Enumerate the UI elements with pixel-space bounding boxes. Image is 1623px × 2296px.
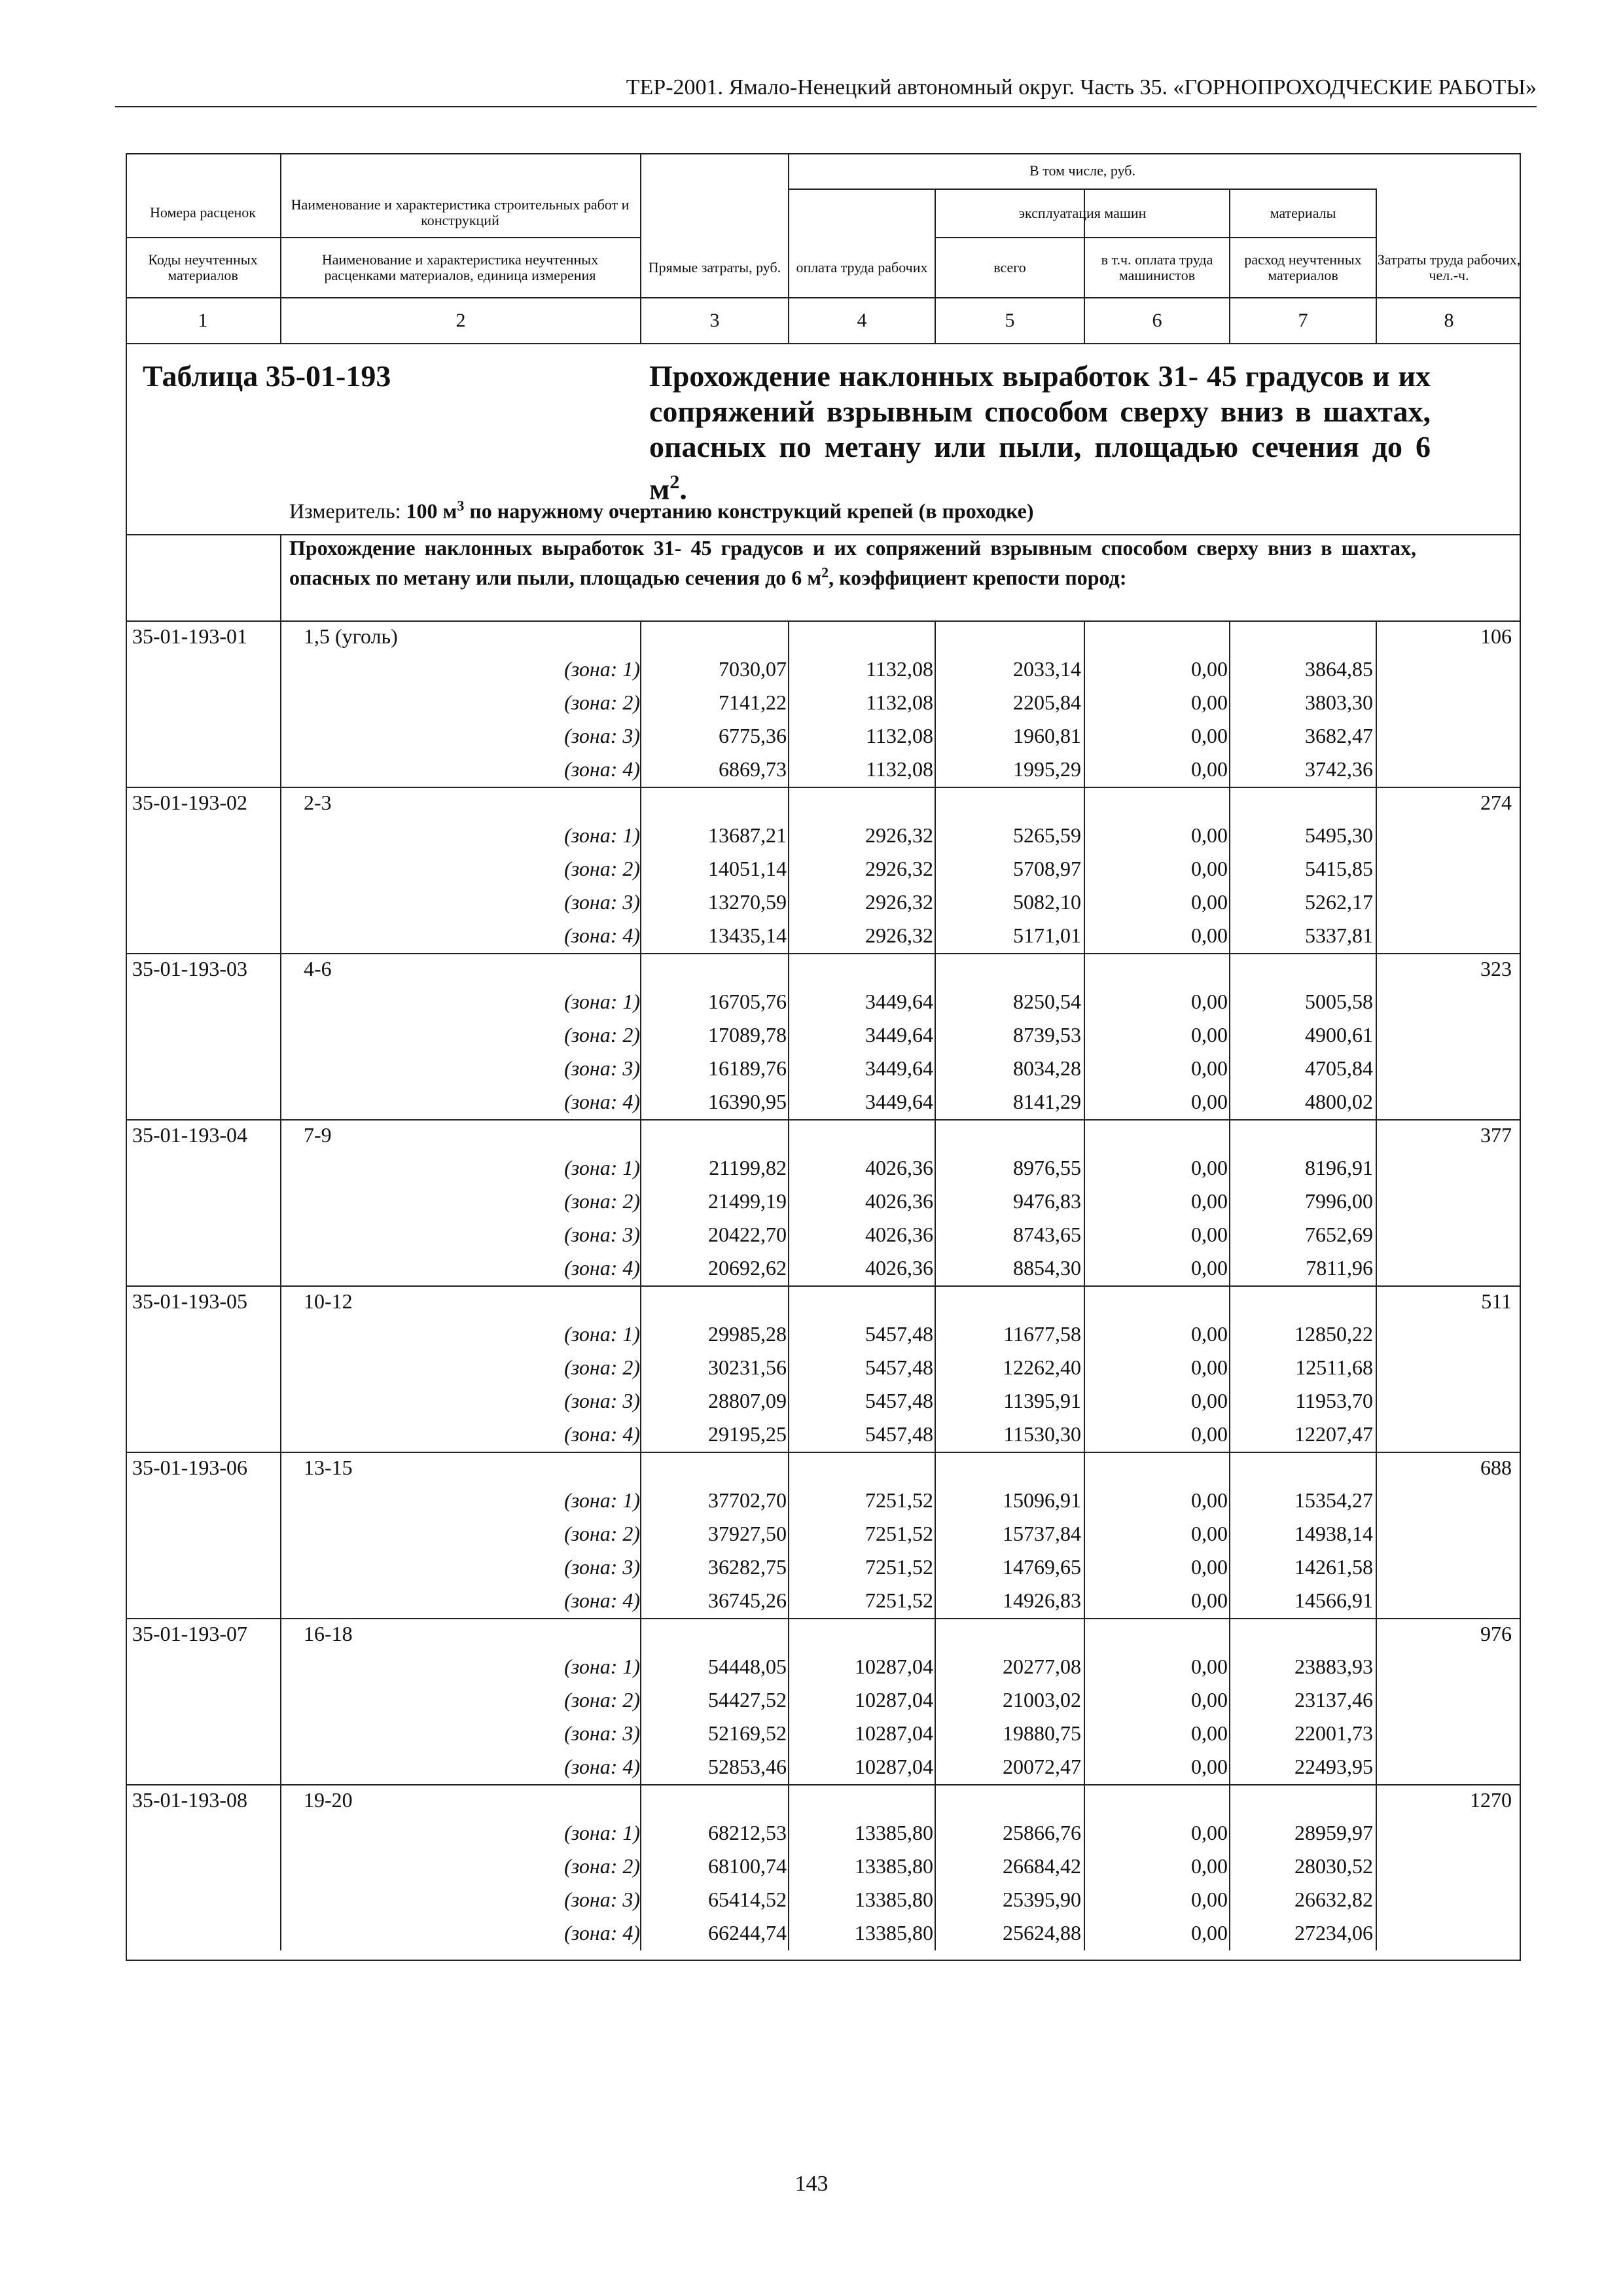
table-row	[126, 1020, 1521, 1054]
machines-cost: 14769,65	[1003, 1555, 1081, 1579]
machines-cost: 8141,29	[1013, 1090, 1081, 1113]
machines-cost: 5708,97	[1013, 857, 1081, 880]
direct-cost: 17089,78	[708, 1023, 787, 1047]
table-row	[126, 821, 1521, 854]
col-number: 8	[1444, 310, 1454, 331]
col-labor-header: Затраты труда рабочих, чел.-ч.	[1377, 251, 1521, 283]
direct-cost: 36745,26	[708, 1588, 787, 1612]
table-row	[126, 1386, 1521, 1420]
table-row	[126, 854, 1521, 888]
machines-cost: 8976,55	[1013, 1156, 1081, 1179]
col-number: 5	[1005, 310, 1015, 331]
col-including-header: В том числе, руб.	[1029, 162, 1135, 179]
table-row	[126, 721, 1521, 755]
machine-wages-cost: 0,00	[1191, 1223, 1228, 1246]
materials-cost: 12207,47	[1294, 1422, 1373, 1446]
zone-label: (зона: 1)	[564, 1156, 640, 1179]
machine-wages-cost: 0,00	[1191, 1189, 1228, 1213]
col-number: 1	[198, 310, 208, 331]
materials-cost: 23883,93	[1294, 1655, 1373, 1678]
wages-cost: 2926,32	[865, 823, 933, 847]
direct-cost: 13435,14	[708, 924, 787, 947]
materials-cost: 23137,46	[1294, 1688, 1373, 1712]
table-row	[126, 1486, 1521, 1519]
machine-wages-cost: 0,00	[1191, 1422, 1228, 1446]
table-row	[126, 755, 1521, 788]
zone-label: (зона: 3)	[564, 1389, 640, 1412]
materials-cost: 28030,52	[1294, 1854, 1373, 1878]
running-header	[115, 73, 1537, 107]
table-row	[126, 1153, 1521, 1187]
materials-cost: 4900,61	[1305, 1023, 1373, 1047]
machines-cost: 20072,47	[1003, 1755, 1081, 1778]
direct-cost: 52853,46	[708, 1755, 787, 1778]
rate-code: 35-01-193-05	[132, 1289, 247, 1313]
wages-cost: 7251,52	[865, 1522, 933, 1545]
table-row	[126, 1719, 1521, 1752]
machines-cost: 5082,10	[1013, 890, 1081, 914]
wages-cost: 5457,48	[865, 1322, 933, 1346]
table-label: Таблица 35-01-193	[143, 359, 391, 393]
rate-name: 19-20	[304, 1788, 353, 1812]
direct-cost: 16390,95	[708, 1090, 787, 1113]
table-row	[126, 1652, 1521, 1685]
zone-label: (зона: 3)	[564, 1555, 640, 1579]
machines-cost: 25866,76	[1003, 1821, 1081, 1844]
machine-wages-cost: 0,00	[1191, 1389, 1228, 1412]
rate-group	[126, 1784, 1521, 1950]
zone-label: (зона: 3)	[564, 1721, 640, 1745]
col-number: 2	[455, 310, 466, 331]
machine-wages-cost: 0,00	[1191, 1821, 1228, 1844]
wages-cost: 7251,52	[865, 1488, 933, 1512]
materials-cost: 3742,36	[1305, 757, 1373, 781]
zone-label: (зона: 3)	[564, 1888, 640, 1911]
machine-wages-cost: 0,00	[1191, 757, 1228, 781]
rate-group	[126, 1285, 1521, 1452]
zone-label: (зона: 4)	[564, 1422, 640, 1446]
wages-cost: 10287,04	[855, 1655, 933, 1678]
machines-cost: 8743,65	[1013, 1223, 1081, 1246]
machine-wages-cost: 0,00	[1191, 1655, 1228, 1678]
table-row	[126, 1054, 1521, 1087]
col-machines-header: эксплуатация машин	[1018, 205, 1147, 221]
direct-cost: 68212,53	[708, 1821, 787, 1844]
zone-label: (зона: 3)	[564, 890, 640, 914]
direct-cost: 37927,50	[708, 1522, 787, 1545]
col-code-header: Номера расценок	[150, 204, 256, 221]
machine-wages-cost: 0,00	[1191, 1921, 1228, 1945]
rate-name: 4-6	[304, 957, 332, 980]
machine-wages-cost: 0,00	[1191, 857, 1228, 880]
wages-cost: 3449,64	[865, 1090, 933, 1113]
col-materials-sub-header: расход неучтенных материалов	[1244, 251, 1362, 283]
rate-group	[126, 953, 1521, 1119]
direct-cost: 7030,07	[719, 657, 787, 681]
materials-cost: 22001,73	[1294, 1721, 1373, 1745]
materials-cost: 3803,30	[1305, 691, 1373, 714]
wages-cost: 10287,04	[855, 1755, 933, 1778]
table-row	[126, 1818, 1521, 1852]
machines-cost: 11530,30	[1003, 1422, 1081, 1446]
machine-wages-cost: 0,00	[1191, 1090, 1228, 1113]
materials-cost: 5337,81	[1305, 924, 1373, 947]
materials-cost: 5415,85	[1305, 857, 1373, 880]
wages-cost: 7251,52	[865, 1555, 933, 1579]
direct-cost: 21199,82	[709, 1156, 787, 1179]
col-code-sub-header: Коды неучтенных материалов	[148, 251, 258, 283]
zone-label: (зона: 1)	[564, 1488, 640, 1512]
labor-cost: 323	[1480, 957, 1512, 980]
zone-label: (зона: 4)	[564, 924, 640, 947]
machine-wages-cost: 0,00	[1191, 1854, 1228, 1878]
labor-cost: 688	[1480, 1456, 1512, 1479]
machines-cost: 15737,84	[1003, 1522, 1081, 1545]
direct-cost: 14051,14	[708, 857, 787, 880]
materials-cost: 14261,58	[1294, 1555, 1373, 1579]
col-machines-total-header: всего	[993, 259, 1026, 276]
zone-label: (зона: 3)	[564, 1056, 640, 1080]
zone-label: (зона: 2)	[564, 1023, 640, 1047]
machines-cost: 8854,30	[1013, 1256, 1081, 1280]
materials-cost: 12850,22	[1294, 1322, 1373, 1346]
materials-cost: 27234,06	[1294, 1921, 1373, 1945]
machine-wages-cost: 0,00	[1191, 1688, 1228, 1712]
machines-cost: 1960,81	[1013, 724, 1081, 747]
direct-cost: 37702,70	[708, 1488, 787, 1512]
machines-cost: 11395,91	[1003, 1389, 1081, 1412]
machine-wages-cost: 0,00	[1191, 1555, 1228, 1579]
rate-code: 35-01-193-04	[132, 1123, 247, 1147]
machine-wages-cost: 0,00	[1191, 1888, 1228, 1911]
machine-wages-cost: 0,00	[1191, 1256, 1228, 1280]
table-row	[126, 987, 1521, 1020]
wages-cost: 7251,52	[865, 1588, 933, 1612]
machines-cost: 25624,88	[1003, 1921, 1081, 1945]
machine-wages-cost: 0,00	[1191, 1156, 1228, 1179]
wages-cost: 2926,32	[865, 924, 933, 947]
materials-cost: 15354,27	[1294, 1488, 1373, 1512]
table-row	[126, 688, 1521, 721]
wages-cost: 2926,32	[865, 857, 933, 880]
table-row	[126, 1420, 1521, 1453]
wages-cost: 1132,08	[866, 724, 933, 747]
machines-cost: 5265,59	[1013, 823, 1081, 847]
col-number: 3	[709, 310, 720, 331]
col-name-sub-header: Наименование и характеристика неучтенных расценками материалов, единица измерения	[321, 251, 599, 283]
table-row	[126, 1685, 1521, 1719]
col-direct-header: Прямые затраты, руб.	[648, 259, 781, 276]
zone-label: (зона: 2)	[564, 1854, 640, 1878]
table-row	[126, 1353, 1521, 1386]
wages-cost: 5457,48	[865, 1389, 933, 1412]
materials-cost: 26632,82	[1294, 1888, 1373, 1911]
zone-label: (зона: 2)	[564, 1189, 640, 1213]
machine-wages-cost: 0,00	[1191, 1755, 1228, 1778]
table-row	[126, 1253, 1521, 1287]
zone-label: (зона: 1)	[564, 1322, 640, 1346]
direct-cost: 28807,09	[708, 1389, 787, 1412]
page-number: 143	[794, 2172, 829, 2196]
col-wages-header: оплата труда рабочих	[796, 259, 928, 276]
machine-wages-cost: 0,00	[1191, 1056, 1228, 1080]
direct-cost: 52169,52	[708, 1721, 787, 1745]
rate-group	[126, 787, 1521, 953]
machine-wages-cost: 0,00	[1191, 1522, 1228, 1545]
wages-cost: 1132,08	[866, 691, 933, 714]
machines-cost: 1995,29	[1013, 757, 1081, 781]
table-row	[126, 1918, 1521, 1952]
rate-code: 35-01-193-01	[132, 624, 247, 648]
machines-cost: 14926,83	[1003, 1588, 1081, 1612]
zone-label: (зона: 2)	[564, 1522, 640, 1545]
wages-cost: 13385,80	[855, 1854, 933, 1878]
rate-code: 35-01-193-03	[132, 957, 247, 980]
wages-cost: 4026,36	[865, 1189, 933, 1213]
wages-cost: 4026,36	[865, 1223, 933, 1246]
rate-name: 2-3	[304, 791, 332, 814]
wages-cost: 2926,32	[865, 890, 933, 914]
table-row	[126, 1087, 1521, 1121]
rate-group	[126, 1452, 1521, 1618]
wages-cost: 1132,08	[866, 757, 933, 781]
machine-wages-cost: 0,00	[1191, 1322, 1228, 1346]
table-row	[126, 1552, 1521, 1586]
zone-label: (зона: 1)	[564, 1655, 640, 1678]
direct-cost: 20422,70	[708, 1223, 787, 1246]
wages-cost: 4026,36	[865, 1256, 933, 1280]
table-row	[126, 1885, 1521, 1918]
zone-label: (зона: 4)	[564, 1256, 640, 1280]
materials-cost: 5262,17	[1305, 890, 1373, 914]
machine-wages-cost: 0,00	[1191, 990, 1228, 1013]
direct-cost: 54448,05	[708, 1655, 787, 1678]
materials-cost: 11953,70	[1295, 1389, 1373, 1412]
rate-group	[126, 620, 1521, 787]
direct-cost: 65414,52	[708, 1888, 787, 1911]
direct-cost: 29985,28	[708, 1322, 787, 1346]
direct-cost: 68100,74	[708, 1854, 787, 1878]
table-row	[126, 1752, 1521, 1785]
machines-cost: 12262,40	[1003, 1355, 1081, 1379]
zone-label: (зона: 4)	[564, 1090, 640, 1113]
machines-cost: 21003,02	[1003, 1688, 1081, 1712]
wages-cost: 13385,80	[855, 1921, 933, 1945]
materials-cost: 7811,96	[1306, 1256, 1373, 1280]
rate-code: 35-01-193-07	[132, 1622, 247, 1645]
machines-cost: 11677,58	[1003, 1322, 1081, 1346]
machine-wages-cost: 0,00	[1191, 890, 1228, 914]
machine-wages-cost: 0,00	[1191, 924, 1228, 947]
machine-wages-cost: 0,00	[1191, 1488, 1228, 1512]
labor-cost: 274	[1480, 791, 1512, 814]
col-number: 7	[1298, 310, 1308, 331]
machine-wages-cost: 0,00	[1191, 823, 1228, 847]
rate-code: 35-01-193-08	[132, 1788, 247, 1812]
materials-cost: 7996,00	[1305, 1189, 1373, 1213]
section-divider-vertical	[280, 534, 281, 620]
rate-name: 1,5 (уголь)	[304, 624, 398, 648]
direct-cost: 30231,56	[708, 1355, 787, 1379]
machines-cost: 2033,14	[1013, 657, 1081, 681]
wages-cost: 5457,48	[865, 1422, 933, 1446]
rate-code: 35-01-193-06	[132, 1456, 247, 1479]
machine-wages-cost: 0,00	[1191, 657, 1228, 681]
table-row	[126, 1519, 1521, 1552]
machine-wages-cost: 0,00	[1191, 1588, 1228, 1612]
machines-cost: 5171,01	[1013, 924, 1081, 947]
measure-unit: Измеритель: 100 $м^3$ по наружному очертанию конструкций крепей (в проходке)	[289, 497, 1034, 523]
direct-cost: 66244,74	[708, 1921, 787, 1945]
col-name-header: Наименование и характеристика строительных работ и конструкций	[291, 196, 630, 228]
machines-cost: 9476,83	[1013, 1189, 1081, 1213]
rate-rows	[126, 620, 1521, 1950]
direct-cost: 6775,36	[719, 724, 787, 747]
wages-cost: 10287,04	[855, 1721, 933, 1745]
table-header	[126, 153, 1521, 344]
zone-label: (зона: 1)	[564, 990, 640, 1013]
table-row	[126, 1319, 1521, 1353]
rate-group	[126, 1119, 1521, 1285]
rate-code: 35-01-193-02	[132, 791, 247, 814]
zone-label: (зона: 4)	[564, 1755, 640, 1778]
materials-cost: 3864,85	[1305, 657, 1373, 681]
zone-label: (зона: 4)	[564, 1588, 640, 1612]
wages-cost: 10287,04	[855, 1688, 933, 1712]
direct-cost: 16705,76	[708, 990, 787, 1013]
machines-cost: 8250,54	[1013, 990, 1081, 1013]
materials-cost: 7652,69	[1305, 1223, 1373, 1246]
zone-label: (зона: 2)	[564, 857, 640, 880]
table-row	[126, 655, 1521, 688]
wages-cost: 5457,48	[865, 1355, 933, 1379]
machines-cost: 26684,42	[1003, 1854, 1081, 1878]
labor-cost: 377	[1480, 1123, 1512, 1147]
machines-cost: 15096,91	[1003, 1488, 1081, 1512]
col-machines-wages-header: в т.ч. оплата труда машинистов	[1101, 251, 1213, 283]
machines-cost: 19880,75	[1003, 1721, 1081, 1745]
materials-cost: 3682,47	[1305, 724, 1373, 747]
wages-cost: 4026,36	[865, 1156, 933, 1179]
direct-cost: 20692,62	[708, 1256, 787, 1280]
rate-name: 7-9	[304, 1123, 332, 1147]
table-title: Прохождение наклонных выработок 31- 45 градусов и их сопряжений взрывным способом сверху вниз в шахтах, опасных по метану или пыли, площадью сечения до 6 $м^2$.	[649, 359, 1431, 506]
wages-cost: 3449,64	[865, 990, 933, 1013]
col-materials-header: материалы	[1270, 205, 1336, 221]
machines-cost: 8034,28	[1013, 1056, 1081, 1080]
direct-cost: 16189,76	[708, 1056, 787, 1080]
materials-cost: 5005,58	[1305, 990, 1373, 1013]
zone-label: (зона: 2)	[564, 1355, 640, 1379]
col-number: 6	[1152, 310, 1162, 331]
machine-wages-cost: 0,00	[1191, 691, 1228, 714]
table-row	[126, 921, 1521, 954]
machine-wages-cost: 0,00	[1191, 724, 1228, 747]
rate-name: 16-18	[304, 1622, 353, 1645]
machines-cost: 25395,90	[1003, 1888, 1081, 1911]
machines-cost: 2205,84	[1013, 691, 1081, 714]
zone-label: (зона: 3)	[564, 724, 640, 747]
materials-cost: 12511,68	[1295, 1355, 1373, 1379]
rate-name: 10-12	[304, 1289, 353, 1313]
section-description: Прохождение наклонных выработок 31- 45 градусов и их сопряжений взрывным способом сверху вниз в шахтах, опасных по метану или пыли, площадью сечения до 6 $м^2$, коэффициент крепости пород:	[289, 536, 1416, 590]
materials-cost: 14938,14	[1294, 1522, 1373, 1545]
zone-label: (зона: 1)	[564, 1821, 640, 1844]
materials-cost: 22493,95	[1294, 1755, 1373, 1778]
wages-cost: 13385,80	[855, 1821, 933, 1844]
labor-cost: 976	[1480, 1622, 1512, 1645]
materials-cost: 4800,02	[1305, 1090, 1373, 1113]
direct-cost: 7141,22	[719, 691, 787, 714]
machine-wages-cost: 0,00	[1191, 1721, 1228, 1745]
wages-cost: 3449,64	[865, 1056, 933, 1080]
running-title: ТЕР-2001. Ямало-Ненецкий автономный округ. Часть 35. «ГОРНОПРОХОДЧЕСКИЕ РАБОТЫ»	[626, 75, 1537, 99]
rate-group	[126, 1618, 1521, 1784]
wages-cost: 13385,80	[855, 1888, 933, 1911]
col-number: 4	[857, 310, 867, 331]
machine-wages-cost: 0,00	[1191, 1355, 1228, 1379]
direct-cost: 21499,19	[708, 1189, 787, 1213]
materials-cost: 8196,91	[1305, 1156, 1373, 1179]
table-row	[126, 1852, 1521, 1885]
table-row	[126, 888, 1521, 921]
direct-cost: 54427,52	[708, 1688, 787, 1712]
direct-cost: 29195,25	[708, 1422, 787, 1446]
materials-cost: 28959,97	[1294, 1821, 1373, 1844]
direct-cost: 13687,21	[708, 823, 787, 847]
table-row	[126, 1220, 1521, 1253]
direct-cost: 36282,75	[708, 1555, 787, 1579]
zone-label: (зона: 1)	[564, 823, 640, 847]
labor-cost: 511	[1481, 1289, 1512, 1313]
materials-cost: 5495,30	[1305, 823, 1373, 847]
labor-cost: 1270	[1470, 1788, 1512, 1812]
materials-cost: 4705,84	[1305, 1056, 1373, 1080]
zone-label: (зона: 1)	[564, 657, 640, 681]
zone-label: (зона: 4)	[564, 1921, 640, 1945]
zone-label: (зона: 2)	[564, 691, 640, 714]
machines-cost: 8739,53	[1013, 1023, 1081, 1047]
table-row	[126, 1586, 1521, 1619]
machines-cost: 20277,08	[1003, 1655, 1081, 1678]
zone-label: (зона: 4)	[564, 757, 640, 781]
direct-cost: 6869,73	[719, 757, 787, 781]
table-row	[126, 1187, 1521, 1220]
rate-name: 13-15	[304, 1456, 353, 1479]
zone-label: (зона: 2)	[564, 1688, 640, 1712]
machine-wages-cost: 0,00	[1191, 1023, 1228, 1047]
materials-cost: 14566,91	[1294, 1588, 1373, 1612]
direct-cost: 13270,59	[708, 890, 787, 914]
wages-cost: 1132,08	[866, 657, 933, 681]
labor-cost: 106	[1480, 624, 1512, 648]
wages-cost: 3449,64	[865, 1023, 933, 1047]
zone-label: (зона: 3)	[564, 1223, 640, 1246]
